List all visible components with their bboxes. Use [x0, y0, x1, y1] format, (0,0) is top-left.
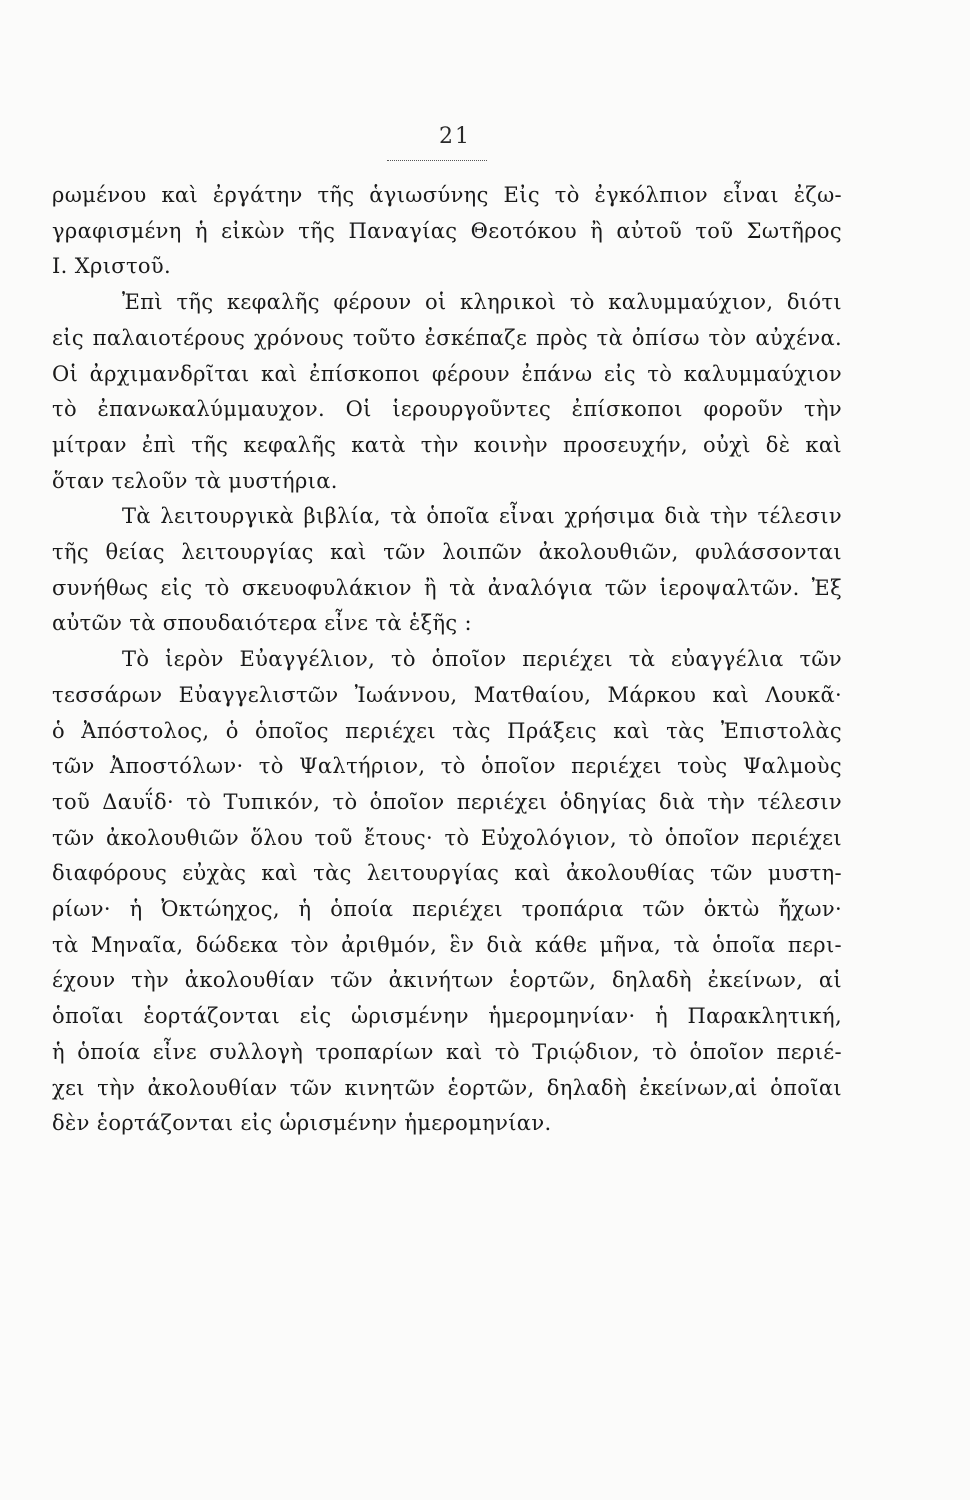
body-text [52, 178, 842, 1142]
text-line: χει τὴν ἀκολουθίαν τῶν κινητῶν ἑορτῶν, δηλαδὴ ἐκείνων,αἱ ὁποῖαι [52, 1075, 842, 1100]
text-line: ὁποῖαι ἑορτάζονται εἰς ὡρισμένην ἡμερομηνίαν· ἡ Παρακλητική, [52, 1004, 842, 1029]
text-line: τὰ Μηναῖα, δώδεκα τὸν ἀριθμόν, ἓν διὰ κάθε μῆνα, τὰ ὁποῖα περι- [52, 932, 842, 957]
text-line: Τὸ ἱερὸν Εὐαγγέλιον, τὸ ὁποῖον περιέχει τὰ εὐαγγέλια τῶν [122, 647, 842, 672]
text-line: μίτραν ἐπὶ τῆς κεφαλῆς κατὰ τὴν κοινὴν προσευχήν, οὐχὶ δὲ καὶ [52, 432, 842, 457]
text-line: τῶν ἀκολουθιῶν ὅλου τοῦ ἔτους· τὸ Εὐχολόγιον, τὸ ὁποῖον περιέχει [52, 825, 842, 850]
text-line: τεσσάρων Εὐαγγελιστῶν Ἰωάννου, Ματθαίου, Μάρκου καὶ Λουκᾶ· [52, 682, 842, 707]
text-line: ὅταν τελοῦν τὰ μυστήρια. [52, 468, 338, 493]
text-line: αὐτῶν τὰ σπουδαιότερα εἶνε τὰ ἑξῆς : [52, 611, 472, 636]
text-line: ὁ Ἀπόστολος, ὁ ὁποῖος περιέχει τὰς Πράξεις καὶ τὰς Ἐπιστολὰς [52, 718, 842, 743]
text-line: διαφόρους εὐχὰς καὶ τὰς λειτουργίας καὶ ἀκολουθίας τῶν μυστη- [52, 861, 842, 886]
text-line: Οἱ ἀρχιμανδρῖται καὶ ἐπίσκοποι φέρουν ἐπάνω εἰς τὸ καλυμμαύχιον [52, 361, 842, 386]
text-line: δὲν ἑορτάζονται εἰς ὡρισμένην ἡμερομηνίαν. [52, 1111, 552, 1136]
text-line: τοῦ Δαυΐδ· τὸ Τυπικόν, τὸ ὁποῖον περιέχει ὁδηγίας διὰ τὴν τέλεσιν [52, 789, 842, 814]
page-number: 21 [439, 124, 471, 149]
text-line: τῶν Ἀποστόλων· τὸ Ψαλτήριον, τὸ ὁποῖον περιέχει τοὺς Ψαλμοὺς [52, 754, 842, 779]
text-line: Ἐπὶ τῆς κεφαλῆς φέρουν οἱ κληρικοὶ τὸ καλυμμαύχιον, διότι [122, 290, 842, 315]
text-line: γραφισμένη ἡ εἰκὼν τῆς Παναγίας Θεοτόκου ἢ αὐτοῦ τοῦ Σωτῆρος [52, 218, 842, 243]
text-line: συνήθως εἰς τὸ σκευοφυλάκιον ἢ τὰ ἀναλόγια τῶν ἱεροψαλτῶν. Ἐξ [52, 575, 842, 600]
text-line: ρίων· ἡ Ὀκτώηχος, ἡ ὁποία περιέχει τροπάρια τῶν ὀκτὼ ἤχων· [52, 897, 842, 922]
text-line: εἰς παλαιοτέρους χρόνους τοῦτο ἐσκέπαζε πρὸς τὰ ὀπίσω τὸν αὐχένα. [52, 325, 842, 350]
text-line: Τὰ λειτουργικὰ βιβλία, τὰ ὁποῖα εἶναι χρήσιμα διὰ τὴν τέλεσιν [122, 504, 842, 529]
page-number-rule [387, 160, 487, 161]
text-line: έχουν τὴν ἀκολουθίαν τῶν ἀκινήτων ἑορτῶν, δηλαδὴ ἐκείνων, αἱ [52, 968, 842, 993]
text-line: τὸ ἐπανωκαλύμμαυχον. Οἱ ἱερουργοῦντες ἐπίσκοποι φοροῦν τὴν [52, 397, 842, 422]
text-line: ρωμένου καὶ ἐργάτην τῆς ἁγιωσύνης Εἰς τὸ ἐγκόλπιον εἶναι ἐζω- [52, 183, 842, 207]
text-line: τῆς θείας λειτουργίας καὶ τῶν λοιπῶν ἀκολουθιῶν, φυλάσσονται [52, 540, 842, 565]
text-line: Ι. Χριστοῦ. [52, 254, 172, 279]
text-line: ἡ ὁποία εἶνε συλλογὴ τροπαρίων καὶ τὸ Τριῴδιον, τὸ ὁποῖον περιέ- [52, 1039, 842, 1064]
